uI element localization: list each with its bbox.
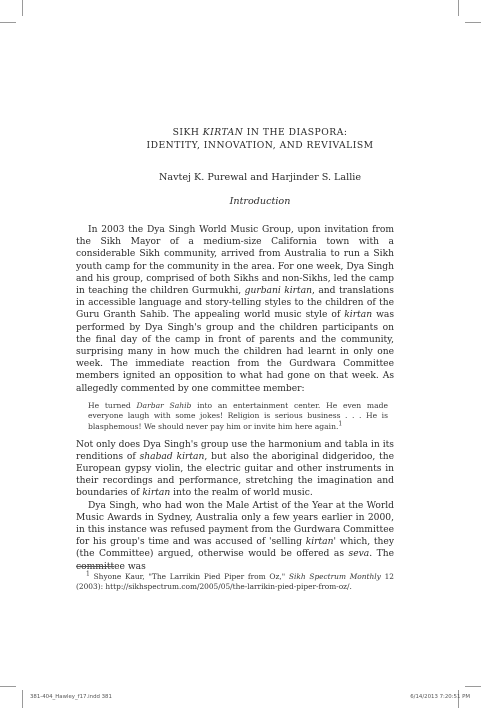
title-prefix: SIKH — [172, 127, 203, 138]
text-run: ' which, they (the Committee) argued, otherwise would be offered as — [76, 537, 394, 560]
text-emphasis: seva — [348, 549, 370, 560]
title-line-2: IDENTITY, INNOVATION, AND REVIVALISM — [146, 140, 374, 151]
text-emphasis: Sikh Spectrum Monthly — [288, 572, 381, 581]
paragraph-2 — [76, 439, 394, 500]
body-text — [76, 224, 394, 573]
chapter-authors: Navtej K. Purewal and Harjinder S. Lallie — [158, 172, 362, 183]
text-emphasis: gurbani kirtan — [244, 286, 313, 297]
text-emphasis: kirtan — [305, 537, 334, 548]
text-run: , but also the aboriginal didgeridoo, the European gypsy violin, the electric guitar and other instruments in their recordings and performance, stretching the imagination and boundaries of — [76, 451, 394, 499]
title-line-1 — [60, 126, 460, 139]
text-run: into the realm of world music. — [170, 488, 313, 499]
text-run: Shyone Kaur, "The Larrikin Pied Piper from Oz," — [89, 572, 289, 581]
text-emphasis: kirtan — [344, 310, 373, 321]
paragraph-1 — [76, 224, 394, 395]
text-run: Not only does Dya Singh's group use the harmonium and tabla in its renditions of — [76, 439, 394, 462]
text-emphasis: shabad kirtan — [139, 451, 205, 462]
text-run: He turned — [88, 400, 137, 410]
chapter-title — [60, 126, 460, 152]
footnote-divider — [76, 566, 114, 567]
footnote-link[interactable]: 12 (2003): http://sikhspectrum.com/2005/05/the-larrikin-pied-piper-from-oz/. — [76, 572, 394, 591]
title-emphasis: KIRTAN — [202, 127, 244, 138]
section-heading: Introduction — [229, 196, 291, 207]
text-run: . The committee was — [76, 549, 394, 572]
text-run: Dya Singh, who had won the Male Artist of the Year at the World Music Awards in Sydney, Australia only a few years earlier in 2000, in this instance was refused payment from the Gurdwara Committee for his group's time and was accused of 'selling — [76, 500, 395, 548]
footnote-ref[interactable]: 1 — [338, 420, 343, 428]
crop-mark — [0, 22, 16, 23]
text-emphasis: Darbar Sahib — [136, 400, 192, 410]
text-run: In 2003 the Dya Singh World Music Group, upon invitation from the Sikh Mayor of a medium-size California town with a considerable Sikh community, arrived from Australia to run a Sikh youth camp for the community in the area. For one week, Dya Singh and his group, comprised of both Sikhs and non-Sikhs, led the camp in teaching the children Gurmukhi, — [76, 225, 394, 297]
slug-timestamp: 6/14/2013 7:20:51 PM — [410, 694, 470, 700]
footnote-1 — [76, 572, 394, 592]
slug-filename: 381-404_Hawley_f17.indd 381 — [30, 694, 112, 700]
crop-mark — [458, 0, 459, 16]
text-run: , and translations in accessible language and story-telling styles to the children of the Guru Granth Sahib. The appealing world music style of — [76, 286, 394, 321]
crop-mark — [465, 22, 481, 23]
crop-mark — [0, 686, 16, 687]
title-suffix: IN THE DIASPORA: — [243, 127, 348, 138]
text-emphasis: kirtan — [142, 488, 171, 499]
crop-mark — [22, 0, 23, 16]
text-run: into an entertainment center. He even made everyone laugh with some jokes! Religion is serious business . . . He is blasphemous! We should never pay him or invite him here again. — [88, 400, 388, 432]
block-quote — [88, 401, 388, 433]
paragraph-3 — [76, 500, 394, 573]
footnote-number: 1 — [86, 570, 90, 578]
crop-mark — [22, 690, 23, 708]
text-run: was performed by Dya Singh's group and the children participants on the final day of the camp in front of parents and the community, surprising many in how much the children had learnt in only one week. The immediate reaction from the Gurdwara Committee members ignited an opposition to what had gone on that week. As allegedly commented by one committee member: — [76, 310, 394, 394]
crop-mark — [465, 686, 481, 687]
